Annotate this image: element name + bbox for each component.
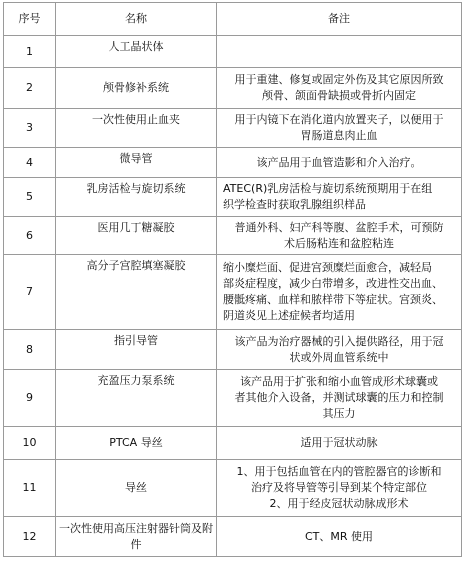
note-line: CT、MR 使用 [304,529,374,543]
item-name: 指引导管 [56,330,217,370]
item-note [217,330,462,370]
note-line: 阴道炎见上述症候者均适用 [223,309,355,322]
item-name: 乳房活检与旋切系统 [56,178,217,217]
item-name: 导丝 [56,460,217,517]
item-name: 颅骨修补系统 [56,68,217,109]
note-line: 术后肠粘连和盆腔粘连 [284,236,394,250]
item-name: 一次性使用止血夹 [56,109,217,148]
table-row [4,178,462,217]
item-note [217,427,462,460]
note-line: 该产品用于血管造影和介入治疗。 [256,155,422,169]
row-number: 7 [4,255,56,330]
table-row [4,217,462,255]
row-number: 9 [4,370,56,427]
note-line: 适用于冠状动脉 [300,436,378,449]
item-name: 充盈压力泵系统 [56,370,217,427]
note-line: ATEC(R)乳房活检与旋切系统预期用于在组 [223,182,433,195]
note-line: 其压力 [322,407,356,420]
note-line: 缩小糜烂面、促进宫颈糜烂面愈合，减轻局 [223,261,432,274]
note-line: 该产品用于扩张和缩小血管成形术球囊或 [240,375,438,388]
item-name: 高分子宫腔填塞凝胶 [56,255,217,330]
note-line: 腰骶疼痛、血样和脓样带下等症状。宫颈炎、 [223,293,443,306]
item-note [217,148,462,178]
row-number: 2 [4,68,56,109]
note-line: 用于重建、修复或固定外伤及其它原因所致 [234,73,444,86]
item-note [217,517,462,557]
header-no: 序号 [4,3,56,36]
note-line: 治疗及将导管等引导到某个特定部位 [251,481,427,494]
item-note [217,460,462,517]
item-note [217,36,462,68]
item-note [217,370,462,427]
header-name: 名称 [56,3,217,36]
table-row [4,370,462,427]
item-name: 一次性使用高压注射器针筒及附件 [56,517,217,557]
note-line: 胃肠道息肉止血 [300,129,378,142]
table-row [4,109,462,148]
note-line: 织学检查时获取乳腺组织样品 [223,198,366,211]
note-line: 1、用于包括血管在内的管腔器官的诊断和 [236,465,442,478]
item-name: 医用几丁糖凝胶 [56,217,217,255]
row-number: 1 [4,36,56,68]
item-note [217,68,462,109]
table-row [4,517,462,557]
item-note [217,109,462,148]
item-name: 微导管 [56,148,217,178]
row-number: 3 [4,109,56,148]
row-number: 10 [4,427,56,460]
note-line: 该产品为治疗器械的引入提供路径，用于冠 [234,334,444,348]
note-line: 部炎症程度，减少白带增多，改进性交出血、 [223,277,443,290]
row-number: 6 [4,217,56,255]
table-row [4,330,462,370]
table-row [4,68,462,109]
row-number: 11 [4,460,56,517]
item-name: PTCA 导丝 [56,427,217,460]
note-line: 颅骨、颌面骨缺损或骨折内固定 [262,89,416,102]
note-line: 用于内镜下在消化道内放置夹子，以便用于 [234,113,444,126]
note-line: 普通外科、妇产科等腹、盆腔手术，可预防 [234,220,444,234]
table-row [4,148,462,178]
table-row [4,36,462,68]
table-header-row [4,3,462,36]
item-name: 人工晶状体 [56,36,217,68]
note-line: 状或外周血管系统中 [289,350,389,364]
item-note [217,255,462,330]
row-number: 4 [4,148,56,178]
row-number: 5 [4,178,56,217]
row-number: 12 [4,517,56,557]
row-number: 8 [4,330,56,370]
note-line: 者其他介入设备，并测试球囊的压力和控制 [234,391,444,404]
table-row [4,460,462,517]
device-table [3,2,462,557]
table-row [4,255,462,330]
table-row [4,427,462,460]
header-note: 备注 [217,3,462,36]
item-note [217,178,462,217]
item-note [217,217,462,255]
note-line: 2、用于经皮冠状动脉成形术 [269,497,409,510]
